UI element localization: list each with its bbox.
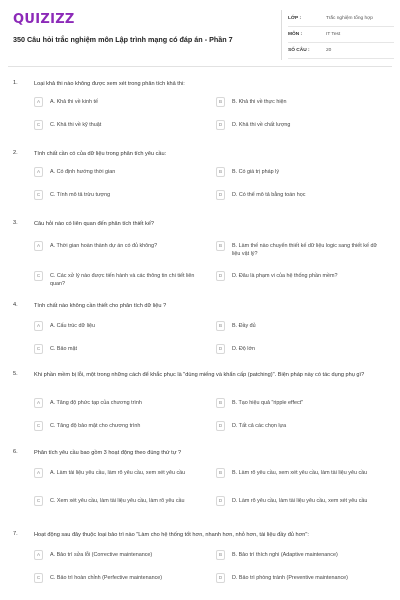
question-text: Phân tích yêu cầu bao gồm 3 hoạt động theo đúng thứ tự ? <box>34 450 182 456</box>
meta-key: SỐ CÂU : <box>288 48 310 53</box>
option-letter-badge: C <box>34 120 43 130</box>
header-divider <box>281 10 282 60</box>
question-text: Câu hỏi nào có liên quan đến phân tích thiết kế? <box>34 221 155 227</box>
meta-panel <box>288 12 394 60</box>
option-text: C. Xem xét yêu cầu, làm tài liệu yêu cầu, làm rõ yêu cầu <box>50 498 185 504</box>
option-letter-badge: D <box>216 271 225 281</box>
question-text: Hoạt động sau đây thuộc loại bảo trì nào "Làm cho hệ thống tốt hơn, nhanh hơn, nhỏ hơn, tài liệu đầy đủ hơn": <box>34 532 309 538</box>
option-text: C. Bảo trì hoàn chỉnh (Perfective maintenance) <box>50 575 163 581</box>
option-letter-badge: A <box>34 97 43 107</box>
option-letter-badge: B <box>216 167 225 177</box>
question-number: 7. <box>13 531 18 537</box>
option-text: A. Bảo trì sửa lỗi (Corrective maintenance) <box>50 552 153 558</box>
option-text: B. Làm rõ yêu cầu, xem xét yêu cầu, làm tài liệu yêu cầu <box>232 470 368 476</box>
quizizz-logo: QUIZIZZ <box>13 12 75 27</box>
option-text: D. Làm rõ yêu cầu, làm tài liệu yêu cầu, xem xét yêu cầu <box>232 498 368 504</box>
option-text: D. Độ lớn <box>232 346 256 352</box>
option-text: C. Tính mô tả trừu tượng <box>50 192 111 198</box>
option-letter-badge: B <box>216 398 225 408</box>
meta-key: LỚP : <box>288 16 302 21</box>
question-number: 4. <box>13 302 18 308</box>
option-text: B. Khả thi về thực hiện <box>232 99 287 105</box>
worksheet-header <box>0 0 400 64</box>
question-number: 2. <box>13 150 18 156</box>
option-letter-badge: B <box>216 321 225 331</box>
option-letter-badge: D <box>216 496 225 506</box>
option-text: C. Khả thi về kỹ thuật <box>50 122 102 128</box>
option-letter-badge: A <box>34 167 43 177</box>
option-letter-badge: D <box>216 344 225 354</box>
option-letter-badge: B <box>216 468 225 478</box>
option-text: A. Khả thi về kinh tế <box>50 99 98 105</box>
question-text: Tính chất nào không cần thiết cho phân tích dữ liệu ? <box>34 303 167 309</box>
question-text: Khi phần mềm bị lỗi, một trong những cách để khắc phục là "dùng miếng và khẩn cấp (patching)". Biện pháp này có tác dụng phụ gì? <box>34 372 365 378</box>
option-letter-badge: B <box>216 550 225 560</box>
option-text: B. Làm thế nào chuyển thiết kế dữ liệu logic sang thiết kế dữ liệu vật lý? <box>232 243 378 257</box>
option-text: B. Bảo trì thích nghi (Adaptive maintenance) <box>232 552 338 558</box>
option-text: D. Tất cả các chọn lựa <box>232 423 287 429</box>
option-letter-badge: C <box>34 344 43 354</box>
option-letter-badge: C <box>34 573 43 583</box>
question-number: 5. <box>13 371 18 377</box>
option-letter-badge: D <box>216 190 225 200</box>
option-letter-badge: B <box>216 97 225 107</box>
question-text: Loại khả thi nào không được xem xét trong phân tích khả thi: <box>34 81 185 87</box>
meta-key: MÔN : <box>288 32 303 37</box>
header-separator <box>8 66 392 67</box>
option-text: D. Có thể mô tả bằng toán học <box>232 192 306 198</box>
option-text: D. Đâu là phạm vi của hệ thống phần mềm? <box>232 273 338 279</box>
meta-row-count <box>288 44 394 59</box>
option-letter-badge: A <box>34 468 43 478</box>
meta-row-subject <box>288 28 394 43</box>
option-text: D. Khả thi về chất lượng <box>232 122 291 128</box>
option-letter-badge: C <box>34 421 43 431</box>
option-letter-badge: A <box>34 398 43 408</box>
option-letter-badge: A <box>34 550 43 560</box>
option-text: B. Có giá trị pháp lý <box>232 169 280 175</box>
option-text: A. Làm tài liệu yêu cầu, làm rõ yêu cầu, xem xét yêu cầu <box>50 470 186 476</box>
option-letter-badge: C <box>34 271 43 281</box>
option-letter-badge: A <box>34 241 43 251</box>
meta-value: IT Test <box>326 32 341 37</box>
option-letter-badge: D <box>216 120 225 130</box>
option-text: A. Cấu trúc dữ liệu <box>50 323 95 329</box>
option-text: B. Tạo hiệu quả "ripple effect" <box>232 400 304 406</box>
option-letter-badge: D <box>216 421 225 431</box>
option-letter-badge: C <box>34 496 43 506</box>
option-text: A. Có định hướng thời gian <box>50 169 116 175</box>
page-title: 350 Câu hỏi trắc nghiệm môn Lập trình mạng có đáp án - Phần 7 <box>13 35 233 44</box>
option-text: A. Tăng độ phức tạp của chương trình <box>50 400 142 406</box>
question-number: 6. <box>13 449 18 455</box>
question-number: 1. <box>13 80 18 86</box>
option-letter-badge: D <box>216 573 225 583</box>
option-text: C. Các xử lý nào được tiến hành và các thông tin chi tiết liên quan? <box>50 273 195 287</box>
option-letter-badge: A <box>34 321 43 331</box>
meta-value: 20 <box>326 48 332 53</box>
question-text: Tính chất cần có của dữ liệu trong phân tích yêu cầu: <box>34 151 167 157</box>
meta-value: Trắc nghiệm tổng hợp <box>326 16 373 21</box>
option-letter-badge: C <box>34 190 43 200</box>
option-text: B. Đầy đủ <box>232 323 256 329</box>
option-letter-badge: B <box>216 241 225 251</box>
question-number: 3. <box>13 220 18 226</box>
option-text: C. Tăng độ bảo mật cho chương trình <box>50 423 141 429</box>
meta-row-class <box>288 12 394 27</box>
option-text: D. Bảo trì phòng tránh (Preventive maintenance) <box>232 575 348 581</box>
option-text: A. Thời gian hoàn thành dự án có đủ không? <box>50 243 158 249</box>
option-text: C. Bảo mật <box>50 346 77 352</box>
